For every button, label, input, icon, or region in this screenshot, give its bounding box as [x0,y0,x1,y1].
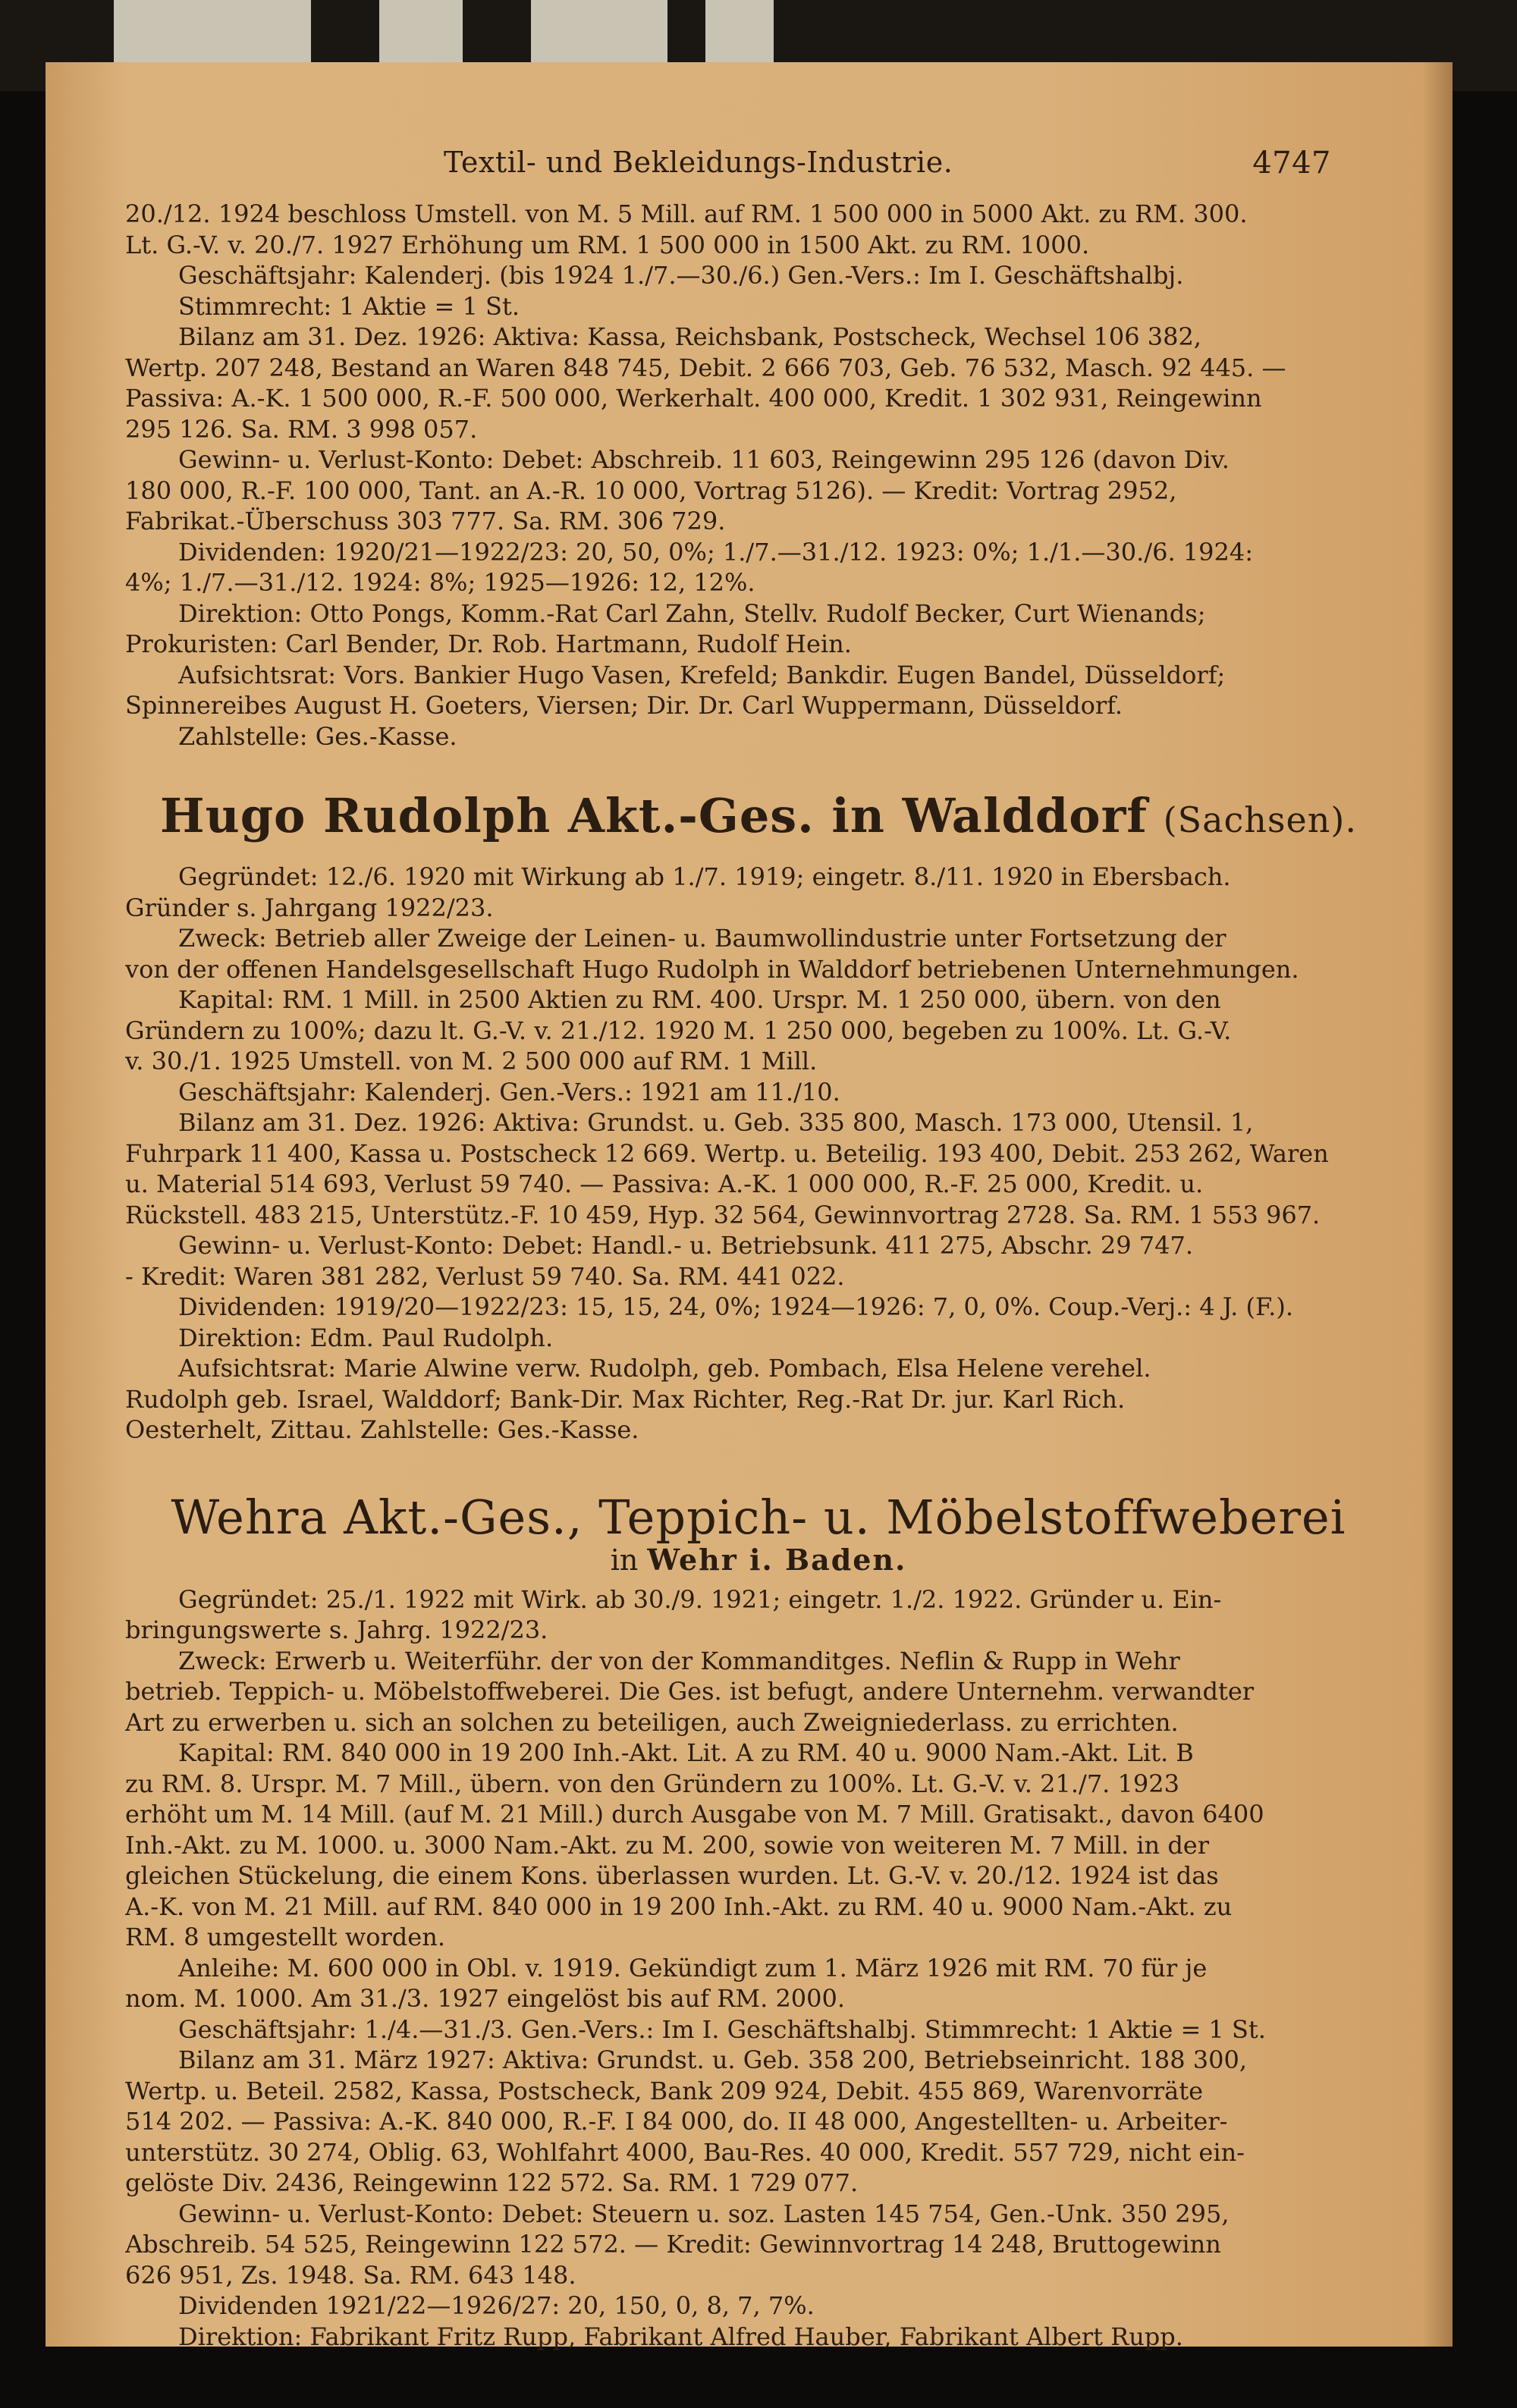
text-line: Zweck: Erwerb u. Weiterführ. der von der Kommanditges. Neflin & Rupp in Wehr [178,1646,1180,1675]
text-line: Abschreib. 54 525, Reingewinn 122 572. — Kredit: Gewinnvortrag 14 248, Bruttogewinn [125,2230,1221,2259]
company-region: (Sachsen). [1163,799,1357,840]
text-line: 180 000, R.-F. 100 000, Tant. an A.-R. 10 000, Vortrag 5126). — Kredit: Vortrag 2952, [125,476,1177,505]
text-line: 4%; 1./7.—31./12. 1924: 8%; 1925—1926: 12, 12%. [125,568,755,597]
text-line: Gegründet: 12./6. 1920 mit Wirkung ab 1./7. 1919; eingetr. 8./11. 1920 in Ebersbach. [178,862,1231,891]
text-line: betrieb. Teppich- u. Möbelstoffweberei. Die Ges. ist befugt, andere Unternehm. verwandter [125,1677,1255,1706]
text-line: Gründer s. Jahrgang 1922/23. [125,893,494,922]
text-line: nom. M. 1000. Am 31./3. 1927 eingelöst bis auf RM. 2000. [125,1984,846,2013]
location-name: Wehr i. Baden. [647,1542,907,1577]
company-location [125,1543,1392,1577]
text-line: Bilanz am 31. Dez. 1926: Aktiva: Kassa, Reichsbank, Postscheck, Wechsel 106 382, [178,322,1201,351]
text-line: Gründern zu 100%; dazu lt. G.-V. v. 21./12. 1920 M. 1 250 000, begeben zu 100%. Lt. G.-V. [125,1016,1232,1045]
company-entry-hugo-rudolph [125,862,1392,1446]
text-line: von der offenen Handelsgesellschaft Hugo Rudolph in Walddorf betriebenen Unternehmungen. [125,954,1299,984]
text-line: 295 126. Sa. RM. 3 998 057. [125,414,478,444]
text-line: Gewinn- u. Verlust-Konto: Debet: Handl.- u. Betriebsunk. 411 275, Abschr. 29 747. [178,1231,1193,1260]
text-line: Dividenden: 1919/20—1922/23: 15, 15, 24, 0%; 1924—1926: 7, 0, 0%. Coup.-Verj.: 4 J. (F.). [178,1292,1293,1321]
running-header [125,146,1392,196]
text-line: Spinnereibes August H. Goeters, Viersen; Dir. Dr. Carl Wuppermann, Düsseldorf. [125,691,1123,720]
company-entry-wehra [125,1584,1392,2353]
text-line: 514 202. — Passiva: A.-K. 840 000, R.-F. I 84 000, do. II 48 000, Angestellten- u. Arbeiter- [125,2107,1228,2136]
text-line: Direktion: Edm. Paul Rudolph. [178,1323,554,1352]
text-line: Passiva: A.-K. 1 500 000, R.-F. 500 000, Werkerhalt. 400 000, Kredit. 1 302 931, Reingewinn [125,384,1262,413]
text-line: Geschäftsjahr: Kalenderj. (bis 1924 1./7.—30./6.) Gen.-Vers.: Im I. Geschäftshalbj. [178,261,1184,290]
text-line: Zweck: Betrieb aller Zweige der Leinen- u. Baumwollindustrie unter Fortsetzung der [178,924,1226,953]
text-line: Lt. G.-V. v. 20./7. 1927 Erhöhung um RM. 1 500 000 in 1500 Akt. zu RM. 1000. [125,230,1090,259]
text-line: Prokuristen: Carl Bender, Dr. Rob. Hartmann, Rudolf Hein. [125,629,852,658]
text-line: Fuhrpark 11 400, Kassa u. Postscheck 12 669. Wertp. u. Beteilig. 193 400, Debit. 253 262, Waren [125,1138,1329,1168]
text-line: Dividenden: 1920/21—1922/23: 20, 50, 0%; 1./7.—31./12. 1923: 0%; 1./1.—30./6. 1924: [178,537,1254,567]
text-line: A.-K. von M. 21 Mill. auf RM. 840 000 in 19 200 Inh.-Akt. zu RM. 40 u. 9000 Nam.-Akt. zu [125,1892,1233,1921]
text-line: Inh.-Akt. zu M. 1000. u. 3000 Nam.-Akt. zu M. 200, sowie von weiteren M. 7 Mill. in der [125,1830,1210,1860]
text-line: - Kredit: Waren 381 282, Verlust 59 740. Sa. RM. 441 022. [125,1261,845,1291]
text-line: bringungswerte s. Jahrg. 1922/23. [125,1615,548,1644]
text-line: Aufsichtsrat: Marie Alwine verw. Rudolph, geb. Pombach, Elsa Helene verehel. [178,1354,1151,1383]
company-name: Hugo Rudolph Akt.-Ges. in Walddorf [160,788,1148,843]
text-line: Stimmrecht: 1 Aktie = 1 St. [178,291,520,321]
section-continued-entry [125,199,1392,752]
company-name: Wehra Akt.-Ges., Teppich- u. Möbelstoffweberei [171,1489,1346,1545]
text-line: unterstütz. 30 274, Oblig. 63, Wohlfahrt 4000, Bau-Res. 40 000, Kredit. 557 729, nicht ein- [125,2137,1245,2167]
page-edge-shadow [1422,62,1453,2347]
text-line: Wertp. 207 248, Bestand an Waren 848 745, Debit. 2 666 703, Geb. 76 532, Masch. 92 445. — [125,353,1286,382]
text-line: erhöht um M. 14 Mill. (auf M. 21 Mill.) durch Ausgabe von M. 7 Mill. Gratisakt., davon 6400 [125,1800,1264,1829]
page-number: 4747 [1252,146,1331,181]
text-line: Rückstell. 483 215, Unterstütz.-F. 10 459, Hyp. 32 564, Gewinnvortrag 2728. Sa. RM. 1 553 967. [125,1200,1321,1229]
text-line: RM. 8 umgestellt worden. [125,1923,445,1951]
text-line: 626 951, Zs. 1948. Sa. RM. 643 148. [125,2260,576,2290]
text-line: Direktion: Fabrikant Fritz Rupp, Fabrikant Alfred Hauber, Fabrikant Albert Rupp. [178,2322,1183,2351]
text-line: Bilanz am 31. März 1927: Aktiva: Grundst. u. Geb. 358 200, Betriebseinricht. 188 300, [178,2045,1247,2074]
text-line: Rudolph geb. Israel, Walddorf; Bank-Dir. Max Richter, Reg.-Rat Dr. jur. Karl Rich. [125,1384,1126,1414]
company-heading-hugo-rudolph [125,790,1392,846]
text-line: 20./12. 1924 beschloss Umstell. von M. 5 Mill. auf RM. 1 500 000 in 5000 Akt. zu RM. 300. [125,199,1248,228]
text-line: gelöste Div. 2436, Reingewinn 122 572. Sa. RM. 1 729 077. [125,2168,859,2197]
text-line: zu RM. 8. Urspr. M. 7 Mill., übern. von den Gründern zu 100%. Lt. G.-V. v. 21./7. 1923 [125,1769,1179,1798]
text-line: Oesterhelt, Zittau. Zahlstelle: Ges.-Kasse. [125,1415,639,1444]
header-title: Textil- und Bekleidungs-Industrie. [444,146,953,179]
text-line: Anleihe: M. 600 000 in Obl. v. 1919. Gekündigt zum 1. März 1926 mit RM. 70 für je [178,1953,1208,1983]
text-line: Fabrikat.-Überschuss 303 777. Sa. RM. 306 729. [125,507,726,535]
text-line: gleichen Stückelung, die einem Kons. überlassen wurden. Lt. G.-V. v. 20./12. 1924 ist das [125,1861,1219,1890]
company-heading-wehra [125,1491,1392,1544]
text-line: v. 30./1. 1925 Umstell. von M. 2 500 000 auf RM. 1 Mill. [125,1047,818,1075]
text-line: Art zu erwerben u. sich an solchen zu beteiligen, auch Zweigniederlass. zu errichten. [125,1707,1179,1737]
text-line: Gewinn- u. Verlust-Konto: Debet: Steuern u. soz. Lasten 145 754, Gen.-Unk. 350 295, [178,2199,1230,2228]
book-page [46,62,1453,2351]
text-line: Direktion: Otto Pongs, Komm.-Rat Carl Zahn, Stellv. Rudolf Becker, Curt Wienands; [178,598,1206,628]
text-line: Kapital: RM. 1 Mill. in 2500 Aktien zu RM. 400. Urspr. M. 1 250 000, übern. von den [178,985,1221,1014]
text-line: Wertp. u. Beteil. 2582, Kassa, Postscheck, Bank 209 924, Debit. 455 869, Warenvorräte [125,2076,1204,2105]
text-line: Gegründet: 25./1. 1922 mit Wirk. ab 30./9. 1921; eingetr. 1./2. 1922. Gründer u. Ein- [178,1584,1222,1614]
text-line: Kapital: RM. 840 000 in 19 200 Inh.-Akt. Lit. A zu RM. 40 u. 9000 Nam.-Akt. Lit. B [178,1738,1194,1767]
text-line: u. Material 514 693, Verlust 59 740. — Passiva: A.-K. 1 000 000, R.-F. 25 000, Kredit. u. [125,1169,1204,1198]
text-line: Geschäftsjahr: Kalenderj. Gen.-Vers.: 1921 am 11./10. [178,1077,840,1107]
text-line: Geschäftsjahr: 1./4.—31./3. Gen.-Vers.: Im I. Geschäftshalbj. Stimmrecht: 1 Aktie = 1 St. [178,2014,1266,2044]
location-prefix: in [610,1543,639,1577]
text-line: Dividenden 1921/22—1926/27: 20, 150, 0, 8, 7, 7%. [178,2291,815,2320]
text-line: Bilanz am 31. Dez. 1926: Aktiva: Grundst. u. Geb. 335 800, Masch. 173 000, Utensil. 1, [178,1108,1254,1137]
text-line: Zahlstelle: Ges.-Kasse. [178,721,457,751]
text-line: Gewinn- u. Verlust-Konto: Debet: Abschreib. 11 603, Reingewinn 295 126 (davon Div. [178,445,1230,474]
text-line: Aufsichtsrat: Vors. Bankier Hugo Vasen, Krefeld; Bankdir. Eugen Bandel, Düsseldorf; [178,660,1226,689]
